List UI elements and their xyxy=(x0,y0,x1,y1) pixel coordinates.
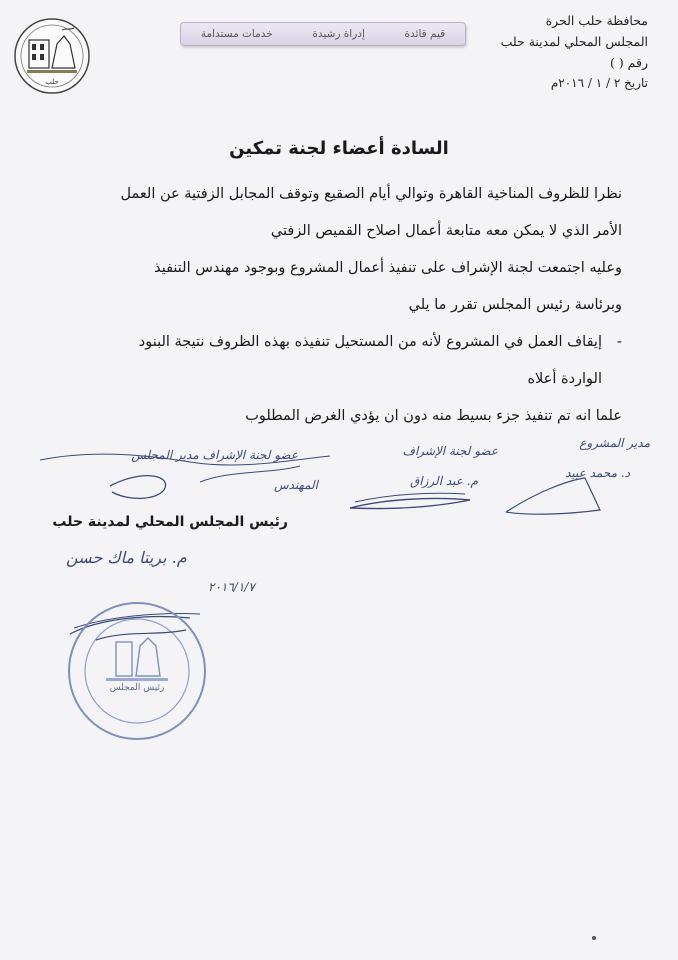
body-line: وعليه اجتمعت لجنة الإشراف على تنفيذ أعمال المشروع وبوجود مهندس التنفيذ xyxy=(154,260,622,276)
body-line: نظرا للظروف المناخية القاهرة وتوالي أيام الصقيع وتوقف المجابل الزفتية عن العمل xyxy=(120,186,622,202)
decision-item xyxy=(42,324,622,361)
signer-role: عضو لجنة الإشراف مدير المجلس xyxy=(131,448,298,462)
council-line: المجلس المحلي لمدينة حلب xyxy=(500,34,648,49)
council-logo-icon xyxy=(12,16,92,96)
governorate-line: محافظة حلب الحرة xyxy=(545,13,648,28)
decision-text-cont: الواردة أعلاه xyxy=(527,371,602,387)
signer-name: المهندس xyxy=(273,478,318,492)
chair-title: رئيس المجلس المحلي لمدينة حلب xyxy=(52,514,288,530)
letter-body xyxy=(42,176,622,435)
logo-caption: حلب xyxy=(45,78,59,86)
reference-number: رقم ( ) xyxy=(609,55,648,70)
decision-text: إيقاف العمل في المشروع لأنه من المستحيل تنفيذه بهذه الظروف نتيجة البنود xyxy=(138,334,602,350)
slogan-item: خدمات مستدامة xyxy=(200,28,273,40)
chair-signature-date: ٢٠١٦/١/٧ xyxy=(208,580,255,594)
body-line: الأمر الذي لا يمكن معه متابعة أعمال اصلاح القميص الزفتي xyxy=(270,223,622,239)
slogan-item: قيم قائدة xyxy=(404,28,446,40)
chair-signature-name: م. بريتا ماك حسن xyxy=(66,548,187,567)
page-dot xyxy=(592,936,596,940)
body-line: وبرئاسة رئيس المجلس تقرر ما يلي xyxy=(408,297,622,313)
closing-note: علما انه تم تنفيذ جزء بسيط منه دون ان يؤدي الغرض المطلوب xyxy=(245,408,622,424)
letterhead xyxy=(448,10,648,94)
stamp-caption: رئيس المجلس xyxy=(109,683,165,693)
signer-name: م. عبد الرزاق xyxy=(409,474,478,488)
letter-title: السادة أعضاء لجنة تمكين xyxy=(229,138,449,159)
signer-role: مدير المشروع xyxy=(579,436,650,450)
official-stamp-icon xyxy=(66,600,208,742)
bullet-dash: - xyxy=(616,334,622,350)
letter-date: تاريخ ٢ / ١ / ٢٠١٦م xyxy=(550,76,648,90)
signer-role: عضو لجنة الإشراف xyxy=(402,444,498,458)
slogan-banner xyxy=(180,22,466,46)
signer-name: د. محمد عبيد xyxy=(565,466,630,480)
slogan-item: إدراة رشيدة xyxy=(312,28,365,40)
